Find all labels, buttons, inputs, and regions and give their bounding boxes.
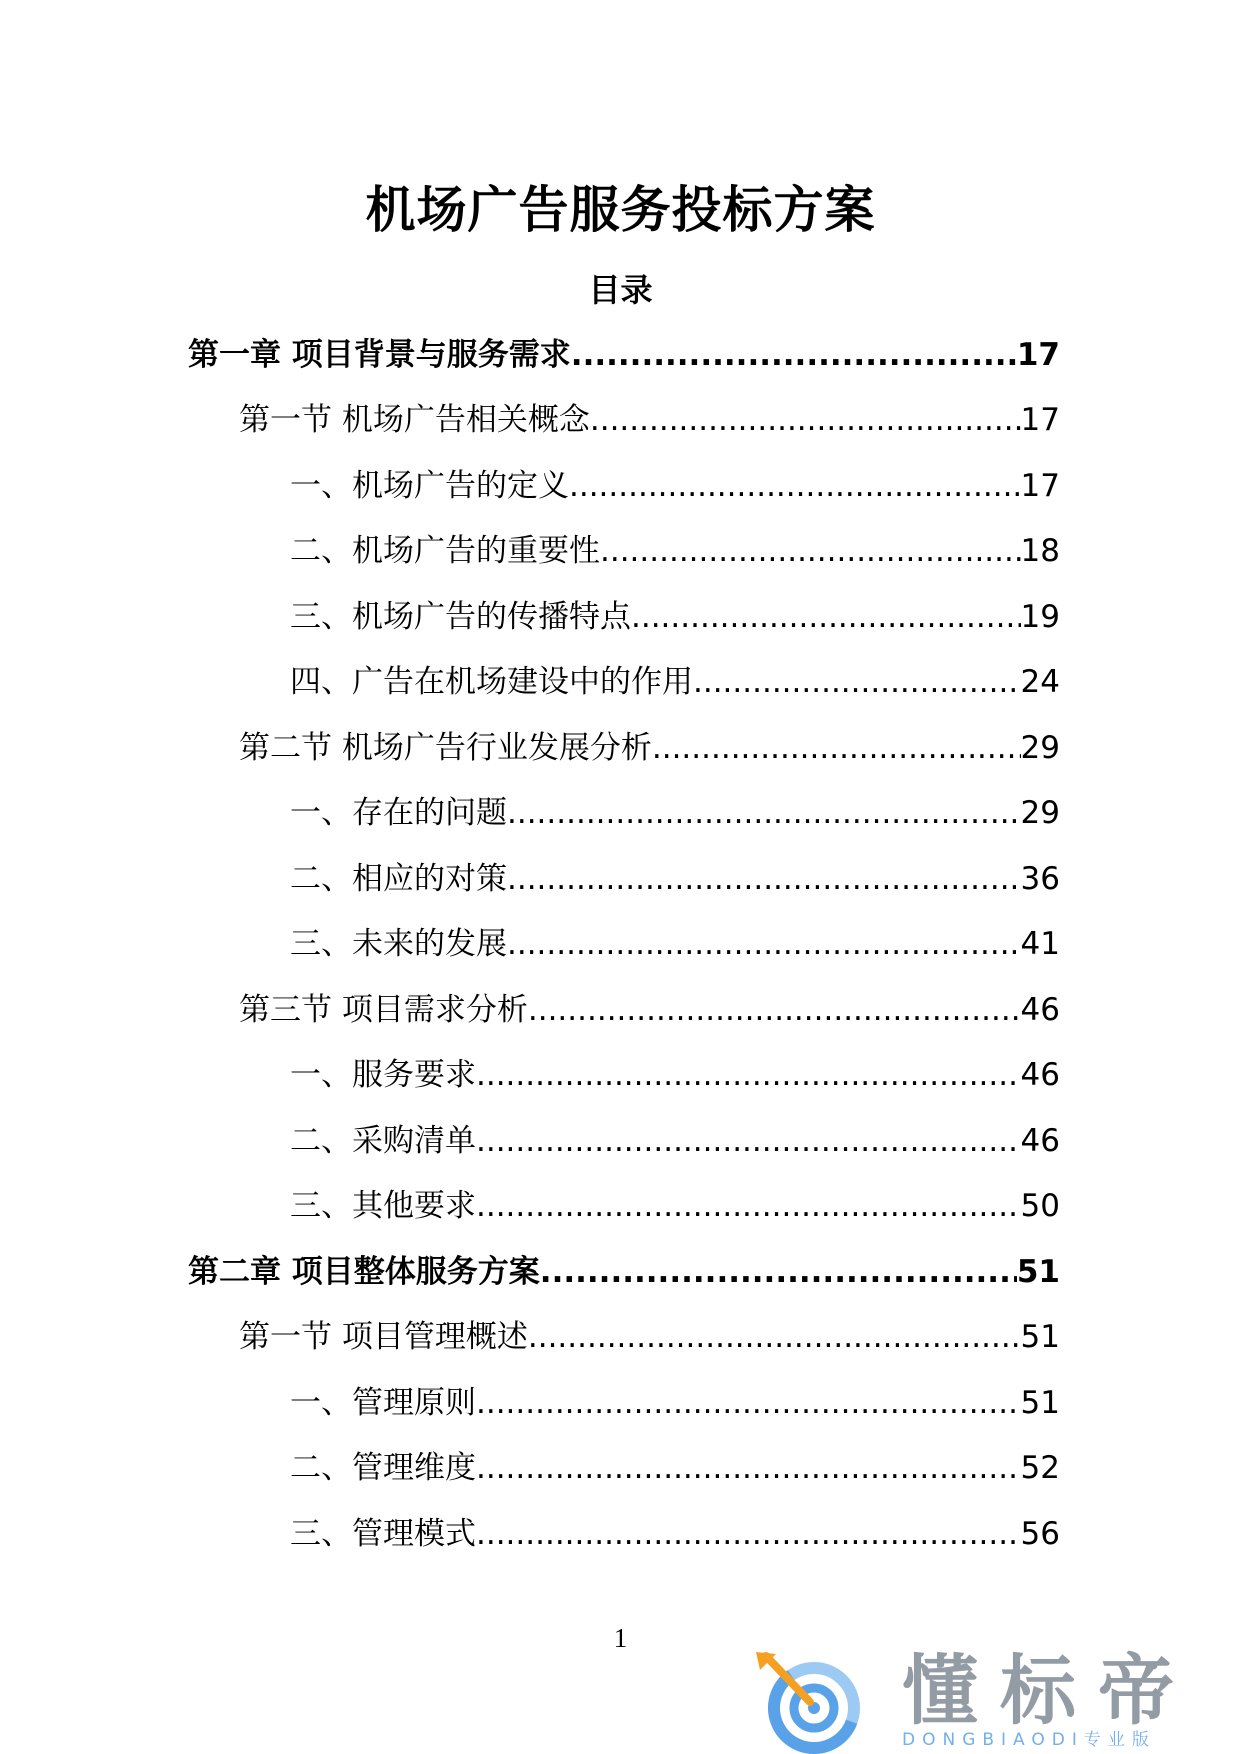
- toc-entry-title: 四、广告在机场建设中的作用: [290, 664, 693, 701]
- toc-entry[interactable]: [0, 781, 1241, 847]
- toc-entry[interactable]: [0, 1370, 1241, 1436]
- toc-entry[interactable]: [0, 1174, 1241, 1240]
- toc-entry-page-number: 51: [1020, 1319, 1060, 1356]
- toc-entry[interactable]: [0, 584, 1241, 650]
- page-number: 1: [613, 1623, 628, 1653]
- toc-entry-page-number: 17: [1020, 467, 1060, 504]
- toc-entry[interactable]: [0, 322, 1241, 388]
- toc-dot-leader: [540, 1252, 1017, 1292]
- toc-entry[interactable]: [0, 1436, 1241, 1502]
- toc-dot-leader: [569, 466, 1021, 506]
- target-arrow-icon: [752, 1650, 872, 1754]
- toc-entry-page-number: 19: [1020, 598, 1060, 635]
- toc-entry[interactable]: [0, 715, 1241, 781]
- toc-dot-leader: [507, 924, 1021, 964]
- toc-entry[interactable]: [0, 912, 1241, 978]
- toc-dot-leader: [476, 1448, 1021, 1488]
- toc-entry-page-number: 52: [1020, 1450, 1060, 1487]
- watermark: [752, 1644, 1222, 1754]
- toc-dot-leader: [652, 728, 1021, 768]
- watermark-subtitle: DONGBIAODI专业版: [902, 1730, 1156, 1750]
- toc-entry-title: 第二章 项目整体服务方案: [188, 1253, 540, 1290]
- toc-entry-page-number: 17: [1016, 336, 1060, 373]
- toc-entry-page-number: 29: [1020, 729, 1060, 766]
- toc-dot-leader: [476, 1055, 1021, 1095]
- toc-dot-leader: [571, 335, 1017, 375]
- toc-entry-page-number: 41: [1020, 926, 1060, 963]
- toc-dot-leader: [507, 859, 1021, 899]
- toc-entry[interactable]: [0, 1305, 1241, 1371]
- toc-entry-title: 一、机场广告的定义: [290, 467, 569, 504]
- toc-entry[interactable]: [0, 388, 1241, 454]
- toc-dot-leader: [476, 1514, 1021, 1554]
- toc-entry[interactable]: [0, 650, 1241, 716]
- toc-dot-leader: [476, 1186, 1021, 1226]
- toc-entry-page-number: 29: [1020, 795, 1060, 832]
- toc-entry-page-number: 51: [1016, 1253, 1060, 1290]
- toc-entry-page-number: 17: [1020, 402, 1060, 439]
- toc-entry-page-number: 46: [1020, 991, 1060, 1028]
- table-of-contents: [0, 322, 1241, 1567]
- toc-entry-page-number: 46: [1020, 1057, 1060, 1094]
- toc-entry-title: 第一节 机场广告相关概念: [239, 402, 590, 439]
- toc-entry-title: 一、存在的问题: [290, 795, 507, 832]
- toc-entry[interactable]: [0, 1043, 1241, 1109]
- toc-entry-page-number: 18: [1020, 533, 1060, 570]
- toc-entry-title: 三、未来的发展: [290, 926, 507, 963]
- toc-entry-page-number: 50: [1020, 1188, 1060, 1225]
- toc-entry-page-number: 56: [1020, 1515, 1060, 1552]
- toc-entry-title: 第三节 项目需求分析: [239, 991, 528, 1028]
- toc-entry-title: 三、机场广告的传播特点: [290, 598, 631, 635]
- toc-dot-leader: [476, 1121, 1021, 1161]
- toc-dot-leader: [693, 662, 1021, 702]
- toc-entry[interactable]: [0, 977, 1241, 1043]
- toc-entry[interactable]: [0, 519, 1241, 585]
- toc-entry-page-number: 36: [1020, 860, 1060, 897]
- toc-entry[interactable]: [0, 1108, 1241, 1174]
- document-title: 机场广告服务投标方案: [365, 181, 876, 239]
- toc-entry-title: 第一节 项目管理概述: [239, 1319, 528, 1356]
- toc-entry-title: 二、相应的对策: [290, 860, 507, 897]
- toc-dot-leader: [590, 400, 1021, 440]
- toc-dot-leader: [528, 990, 1021, 1030]
- toc-dot-leader: [507, 793, 1021, 833]
- toc-entry-title: 三、管理模式: [290, 1515, 476, 1552]
- toc-dot-leader: [600, 531, 1021, 571]
- toc-entry-title: 二、采购清单: [290, 1122, 476, 1159]
- toc-entry[interactable]: [0, 846, 1241, 912]
- watermark-brand-name: 懂标帝: [902, 1646, 1196, 1735]
- toc-dot-leader: [476, 1383, 1021, 1423]
- toc-entry-title: 一、服务要求: [290, 1057, 476, 1094]
- toc-entry-page-number: 51: [1020, 1384, 1060, 1421]
- toc-entry-page-number: 46: [1020, 1122, 1060, 1159]
- toc-entry-title: 一、管理原则: [290, 1384, 476, 1421]
- toc-entry-page-number: 24: [1020, 664, 1060, 701]
- toc-entry-title: 二、管理维度: [290, 1450, 476, 1487]
- toc-entry[interactable]: [0, 1501, 1241, 1567]
- toc-dot-leader: [528, 1317, 1021, 1357]
- toc-dot-leader: [631, 597, 1021, 637]
- toc-entry[interactable]: [0, 1239, 1241, 1305]
- toc-entry-title: 第一章 项目背景与服务需求: [188, 336, 571, 373]
- toc-entry[interactable]: [0, 453, 1241, 519]
- toc-entry-title: 第二节 机场广告行业发展分析: [239, 729, 652, 766]
- toc-entry-title: 三、其他要求: [290, 1188, 476, 1225]
- toc-entry-title: 二、机场广告的重要性: [290, 533, 600, 570]
- toc-heading: 目录: [588, 271, 653, 309]
